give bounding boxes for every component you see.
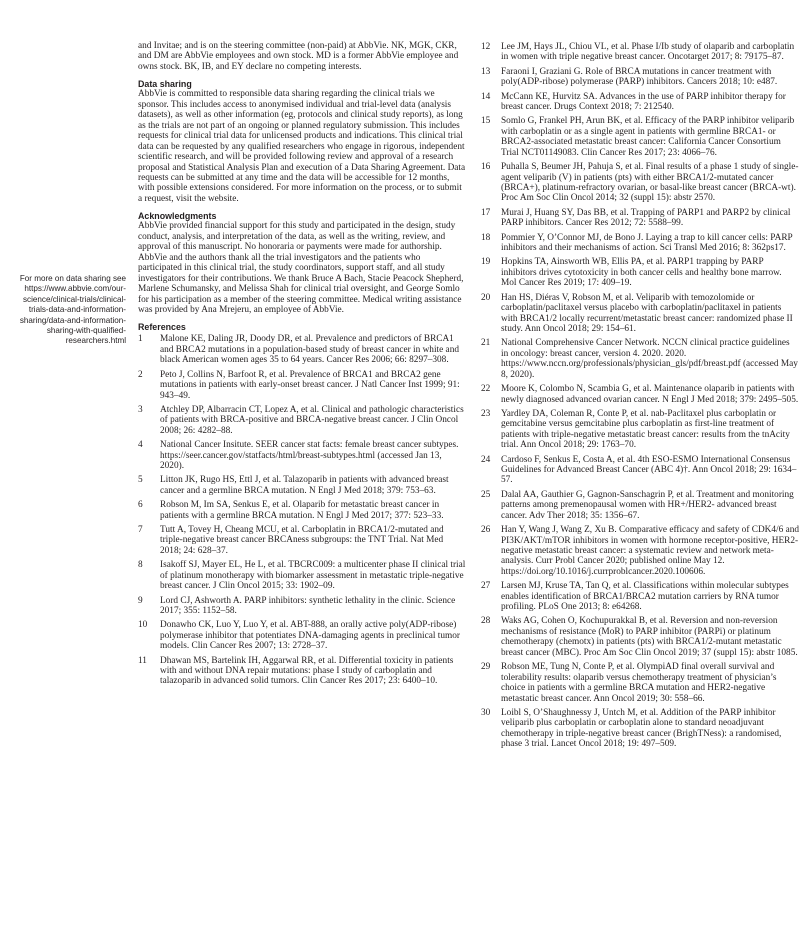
reference-text: McCann KE, Hurvitz SA. Advances in the use of PARP inhibitor therapy for breast cancer. Drugs Context 2018; 7: 212540. bbox=[501, 91, 786, 113]
reference-text: Tutt A, Tovey H, Cheang MCU, et al. Carboplatin in BRCA1/2-mutated and triple-negative breast cancer BRCAness subgroups: the TNT Trial. Nat Med 2018; 24: 628–37. bbox=[160, 525, 444, 556]
reference-number: 4 bbox=[138, 440, 143, 451]
reference-item bbox=[481, 490, 799, 521]
reference-number: 6 bbox=[138, 500, 143, 511]
reference-number: 28 bbox=[481, 616, 491, 627]
reference-item bbox=[481, 293, 799, 335]
data-sharing-heading: Data sharing bbox=[138, 78, 192, 89]
data-sharing-sidenote: For more on data sharing see https://www.abbvie.com/our-science/clinical-trials/clinical-trials-data-and-information-sharing/data-and-information-sharing-with-qualified-researchers.html bbox=[19, 274, 126, 346]
reference-text: Lord CJ, Ashworth A. PARP inhibitors: synthetic lethality in the clinic. Science 2017; 355: 1152–58. bbox=[160, 595, 456, 616]
reference-text: National Cancer Insitute. SEER cancer stat facts: female breast cancer subtypes. https://seer.cancer.gov/statfacts/html/breast-subtypes.html (accessed Jan 13, 2020). bbox=[160, 440, 459, 472]
reference-text: Han HS, Diéras V, Robson M, et al. Veliparib with temozolomide or carboplatin/paclitaxel versus placebo with carboplatin/paclitaxel in patients with BRCA1/2 locally recurrent/metastatic breast cancer: randomized phase II study. Ann Oncol 2018; 29: 154–61. bbox=[501, 292, 793, 334]
reference-number: 5 bbox=[138, 475, 143, 486]
reference-item bbox=[481, 257, 799, 288]
reference-text: Somlo G, Frankel PH, Arun BK, et al. Efficacy of the PARP inhibitor veliparib with carboplatin or as a single agent in patients with germline BRCA1- or BRCA2-associated metastatic breast cancer: California Cancer Consortium Trial NCT01149083. Clin Cancer Res 2017; 23: 4066–76. bbox=[501, 116, 795, 158]
reference-number: 13 bbox=[481, 66, 491, 77]
reference-item bbox=[481, 42, 799, 63]
reference-text: Yardley DA, Coleman R, Conte P, et al. nab-Paclitaxel plus carboplatin or gemcitabine versus gemcitabine plus carboplatin as first-line treatment of patients with triple-negative metastatic breast cancer: results from the tnAcity trial. Ann Oncol 2018; 29: 1763–70. bbox=[501, 408, 790, 451]
reference-number: 14 bbox=[481, 91, 491, 102]
reference-item bbox=[481, 338, 799, 380]
disclosure-paragraph: and Invitae; and is on the steering committee (non-paid) at AbbVie. NK, MGK, CKR, and DM are AbbVie employees and own stock. MD is a former AbbVie employee and owns stock. BK, IB, and EY declare no competing interests. bbox=[138, 41, 459, 72]
reference-item bbox=[138, 334, 466, 365]
reference-item bbox=[138, 560, 466, 591]
reference-text: Faraoni I, Graziani G. Role of BRCA mutations in cancer treatment with poly(ADP-ribose) polymerase (PARP) inhibitors. Cancers 2018; 10: e487. bbox=[501, 66, 778, 88]
reference-text: Han Y, Wang J, Wang Z, Xu B. Comparative efficacy and safety of CDK4/6 and PI3K/AKT/mTOR inhibitors in women with hormone receptor-positive, HER2-negative metastatic breast cancer: a systematic review and network meta-analysis. Curr Probl Cancer 2020; published online May 12. https://doi.org/10.1016/j.currproblcancer.2020.100606. bbox=[501, 525, 800, 577]
reference-item bbox=[481, 581, 799, 612]
reference-item bbox=[481, 409, 799, 451]
reference-text: Isakoff SJ, Mayer EL, He L, et al. TBCRC009: a multicenter phase II clinical trial of platinum monotherapy with biomarker assessment in metastatic triple-negative breast cancer. J Clin Oncol 2015; 33: 1902–09. bbox=[160, 560, 466, 592]
reference-number: 12 bbox=[481, 42, 491, 52]
reference-text: Cardoso F, Senkus E, Costa A, et al. 4th ESO-ESMO International Consensus Guidelines for Advanced Breast Cancer (ABC 4)†. Ann Oncol 2018; 29: 1634–57. bbox=[501, 454, 797, 486]
reference-item bbox=[481, 455, 799, 486]
reference-number: 26 bbox=[481, 525, 491, 536]
reference-text: Robson ME, Tung N, Conte P, et al. OlympiAD final overall survival and tolerability results: olaparib versus chemotherapy treatment of physician’s choice in patients with a germline BRCA mutation and HER2-negative metastatic breast cancer. Ann Oncol 2019; 30: 558–66. bbox=[501, 662, 777, 704]
reference-number: 21 bbox=[481, 338, 491, 349]
reference-number: 22 bbox=[481, 384, 491, 395]
reference-text: Puhalla S, Beumer JH, Pahuja S, et al. Final results of a phase 1 study of single-agent veliparib (V) in patients (pts) with either BRCA1/2-mutated cancer (BRCA+), platinum-refractory ovarian, or basal-like breast cancer (BRCA-wt). Proc Am Soc Clin Oncol 2014; 32 (suppl 15): abstr 2570. bbox=[501, 162, 799, 204]
reference-number: 24 bbox=[481, 454, 491, 465]
reference-number: 11 bbox=[138, 655, 147, 666]
data-sharing-paragraph: AbbVie is committed to responsible data sharing regarding the clinical trials we sponsor. This includes access to anonymised individual and trial-level data (analysis datasets), as well as other information (eg, protocols and clinical study reports), as long as the trials are not part of an ongoing or planned regulatory submission. This includes requests for clinical trial data for unlicensed products and indications. This clinical trial data can be requested by any qualified researchers who engage in rigorous, independent scientific research, and will be provided following review and approval of a research proposal and Statistical Analysis Plan and execution of a Data Sharing Agreement. Data requests can be submitted at any time and the data will be accessible for 12 months, with possible extensions considered. For more information on the process, or to submit a request, visit the website. bbox=[138, 89, 466, 204]
reference-number: 16 bbox=[481, 162, 491, 173]
acknowledgments-paragraph: AbbVie provided financial support for this study and participated in the design, study conduct, analysis, and interpretation of the data, as well as the writing, review, and approval of this manuscript. No honoraria or payments were made for authorship. AbbVie and the authors thank all the trial investigators and the patients who participated in this clinical trial, the study coordinators, support staff, and all study investigators for their contributions. We thank Bruce A Bach, Stacie Peacock Shepherd, Marlene Schumansky, and Melissa Shah for clinical trial oversight, and George Somlo for his participation as a member of the steering committee. Medical writing assistance was provided by Ana Mrejeru, an employee of AbbVie. bbox=[138, 221, 464, 315]
reference-text: Waks AG, Cohen O, Kochupurakkal B, et al. Reversion and non-reversion mechanisms of resistance (MoR) to PARP inhibitor (PARPi) or platinum chemotherapy (chemotx) in patients (pts) with BRCA1/2-mutant metastatic breast cancer (MBC). Proc Am Soc Clin Oncol 2019; 37 (suppl 15): abstr 1085. bbox=[501, 616, 798, 658]
reference-text: Peto J, Collins N, Barfoot R, et al. Prevalence of BRCA1 and BRCA2 gene mutations in patients with early-onset breast cancer. J Natl Cancer Inst 1999; 91: 943–49. bbox=[160, 369, 460, 401]
reference-item bbox=[481, 525, 799, 577]
reference-number: 23 bbox=[481, 408, 491, 419]
reference-text: Litton JK, Rugo HS, Ettl J, et al. Talazoparib in patients with advanced breast cancer and a germline BRCA mutation. N Engl J Med 2018; 379: 753–63. bbox=[160, 475, 449, 496]
reference-number: 15 bbox=[481, 116, 491, 127]
reference-list-left bbox=[138, 334, 466, 687]
reference-number: 3 bbox=[138, 404, 143, 415]
reference-item bbox=[481, 92, 799, 113]
reference-text: Malone KE, Daling JR, Doody DR, et al. Prevalence and predictors of BRCA1 and BRCA2 mutations in a population-based study of breast cancer in white and black American women ages 35 to 64 years. Cancer Res 2006; 66: 8297–308. bbox=[160, 334, 459, 366]
reference-text: Larsen MJ, Kruse TA, Tan Q, et al. Classifications within molecular subtypes enables identification of BRCA1/BRCA2 mutation carriers by RNA tumor profiling. PLoS One 2013; 8: e64268. bbox=[501, 581, 789, 613]
reference-number: 9 bbox=[138, 595, 143, 606]
reference-item bbox=[481, 233, 799, 254]
reference-item bbox=[138, 596, 466, 617]
reference-item bbox=[138, 405, 466, 436]
reference-text: Murai J, Huang SY, Das BB, et al. Trapping of PARP1 and PARP2 by clinical PARP inhibitors. Cancer Res 2012; 72: 5588–99. bbox=[501, 207, 791, 229]
reference-number: 19 bbox=[481, 257, 491, 268]
reference-item bbox=[138, 440, 466, 471]
reference-item bbox=[138, 370, 466, 401]
reference-text: National Comprehensive Cancer Network. NCCN clinical practice guidelines in oncology: breast cancer, version 4. 2020. 2020. https://www.nccn.org/professionals/physician_gls/pdf/breast.pdf (accessed May 8, 2020). bbox=[501, 338, 798, 380]
reference-list-right bbox=[481, 42, 799, 750]
reference-item bbox=[138, 620, 466, 651]
reference-text: Loibl S, O’Shaughnessy J, Untch M, et al. Addition of the PARP inhibitor veliparib plus carboplatin or carboplatin alone to standard neoadjuvant chemotherapy in triple-negative breast cancer (BrighTNess): a randomised, phase 3 trial. Lancet Oncol 2018; 19: 497–509. bbox=[501, 707, 782, 750]
reference-item bbox=[138, 656, 466, 687]
reference-number: 2 bbox=[138, 369, 143, 380]
reference-item bbox=[481, 616, 799, 658]
reference-number: 30 bbox=[481, 707, 491, 718]
reference-text: Donawho CK, Luo Y, Luo Y, et al. ABT-888, an orally active poly(ADP-ribose) polymerase inhibitor that potentiates DNA-damaging agents in preclinical tumor models. Clin Cancer Res 2007; 13: 2728–37. bbox=[160, 620, 461, 652]
left-column bbox=[138, 41, 466, 691]
reference-text: Dalal AA, Gauthier G, Gagnon-Sanschagrin P, et al. Treatment and monitoring patterns among premenopausal women with HR+/HER2- advanced breast cancer. Adv Ther 2018; 35: 1356–67. bbox=[501, 489, 794, 521]
reference-text: Lee JM, Hays JL, Chiou VL, et al. Phase I/Ib study of olaparib and carboplatin in women with triple negative breast cancer. Oncotarget 2017; 8: 79175–87. bbox=[501, 42, 795, 63]
reference-number: 20 bbox=[481, 292, 491, 303]
reference-item bbox=[481, 116, 799, 158]
reference-item bbox=[481, 384, 799, 405]
reference-text: Moore K, Colombo N, Scambia G, et al. Maintenance olaparib in patients with newly diagnosed advanced ovarian cancer. N Engl J Med 2018; 379: 2495–505. bbox=[501, 384, 799, 405]
reference-number: 18 bbox=[481, 232, 491, 243]
reference-item bbox=[138, 500, 466, 521]
reference-item bbox=[481, 708, 799, 750]
reference-number: 7 bbox=[138, 525, 143, 536]
reference-number: 29 bbox=[481, 662, 491, 673]
reference-number: 8 bbox=[138, 560, 143, 571]
reference-item bbox=[138, 525, 466, 556]
reference-number: 10 bbox=[138, 620, 148, 631]
references-heading: References bbox=[138, 321, 186, 332]
reference-number: 17 bbox=[481, 207, 491, 218]
reference-text: Dhawan MS, Bartelink IH, Aggarwal RR, et al. Differential toxicity in patients with and without DNA repair mutations: phase I study of carboplatin and talazoparib in advanced solid tumors. Clin Cancer Res 2017; 23: 6400–10. bbox=[160, 655, 454, 687]
reference-item bbox=[481, 67, 799, 88]
reference-text: Atchley DP, Albarracin CT, Lopez A, et al. Clinical and pathologic characteristics of patients with BRCA-positive and BRCA-negative breast cancer. J Clin Oncol 2008; 26: 4282–88. bbox=[160, 404, 464, 436]
reference-number: 27 bbox=[481, 581, 491, 592]
reference-item bbox=[481, 162, 799, 204]
reference-number: 25 bbox=[481, 489, 491, 500]
reference-text: Pommier Y, O’Connor MJ, de Bono J. Laying a trap to kill cancer cells: PARP inhibitors and their mechanisms of action. Sci Transl Med 2016; 8: 362ps17. bbox=[501, 232, 793, 254]
reference-item bbox=[138, 475, 466, 496]
reference-item bbox=[481, 208, 799, 229]
reference-text: Hopkins TA, Ainsworth WB, Ellis PA, et al. PARP1 trapping by PARP inhibitors drives cytotoxicity in both cancer cells and healthy bone marrow. Mol Cancer Res 2019; 17: 409–19. bbox=[501, 257, 782, 289]
right-column bbox=[481, 42, 799, 754]
reference-number: 1 bbox=[138, 334, 143, 345]
reference-text: Robson M, Im SA, Senkus E, et al. Olaparib for metastatic breast cancer in patients with a germline BRCA mutation. N Engl J Med 2017; 377: 523–33. bbox=[160, 500, 444, 521]
acknowledgments-heading: Acknowledgments bbox=[138, 210, 217, 221]
reference-item bbox=[481, 662, 799, 704]
